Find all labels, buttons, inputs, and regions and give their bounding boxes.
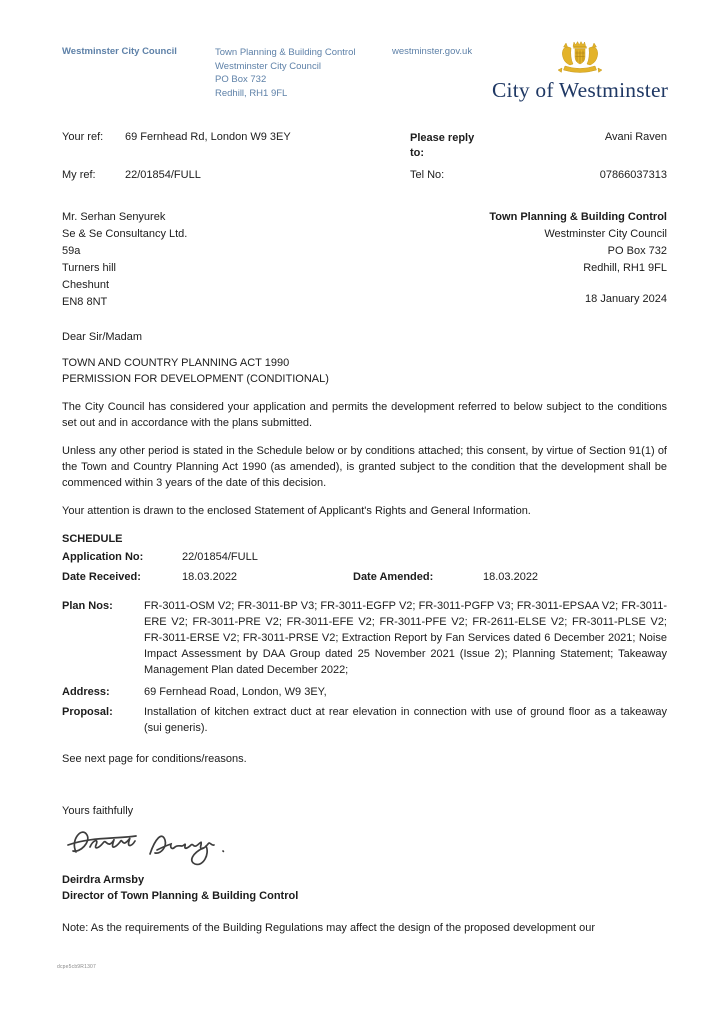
subject-line2: PERMISSION FOR DEVELOPMENT (CONDITIONAL) <box>62 373 329 385</box>
tel-value: 07866037313 <box>599 169 667 181</box>
date-received-value: 18.03.2022 <box>182 571 238 583</box>
recipient-line: Turners hill <box>62 262 116 274</box>
site-address-label: Address: <box>62 686 110 698</box>
subject-line1: TOWN AND COUNTRY PLANNING ACT 1990 <box>62 357 290 369</box>
letter-date: 18 January 2024 <box>585 293 667 305</box>
paragraph-decision: The City Council has considered your application and permits the development referred to below subject to the conditions set out and in accordance with the plans submitted. <box>62 401 667 429</box>
recipient-line: Se & Se Consultancy Ltd. <box>62 228 188 240</box>
salutation: Dear Sir/Madam <box>62 331 143 343</box>
council-logo <box>492 35 667 103</box>
website-text: westminster.gov.uk <box>392 46 473 57</box>
proposal-label: Proposal: <box>62 706 113 718</box>
next-page-note: See next page for conditions/reasons. <box>62 753 247 765</box>
sender-line: Redhill, RH1 9FL <box>583 262 667 274</box>
date-amended-label: Date Amended: <box>353 571 434 583</box>
signatory-title: Director of Town Planning & Building Control <box>62 890 299 902</box>
proposal-value: Installation of kitchen extract duct at rear elevation in connection with use of ground floor as a takeaway (sui generis). <box>144 706 667 734</box>
proposal-row <box>62 704 667 736</box>
your-ref-value: 69 Fernhead Rd, London W9 3EY <box>125 131 291 143</box>
date-amended-value: 18.03.2022 <box>483 571 539 583</box>
my-ref-label: My ref: <box>62 169 96 181</box>
recipient-line: Cheshunt <box>62 279 110 291</box>
reply-to-label: Please reply to: <box>410 132 475 159</box>
address-row <box>62 684 667 700</box>
recipient-line: EN8 8NT <box>62 296 108 308</box>
dept-line: Westminster City Council <box>215 60 321 72</box>
sender-line: PO Box 732 <box>607 245 667 257</box>
dept-line: Town Planning & Building Control <box>215 47 356 58</box>
application-row <box>62 549 667 565</box>
my-ref-value: 22/01854/FULL <box>125 169 201 181</box>
footer-reference-code: dcpe5cb9R1307 <box>57 964 97 970</box>
logo-text: City of Westminster <box>492 78 669 102</box>
paragraph-conditions: Unless any other period is stated in the Schedule below or by conditions attached; this consent, by virtue of Section 91(1) of the Town and Country Planning Act 1990 (as amended), is granted subject to the condition that the development shall be commenced within 3 years of the date of this decision. <box>62 445 667 489</box>
regulations-note: Note: As the requirements of the Building Regulations may affect the design of the proposed development our <box>62 922 596 934</box>
schedule-heading: SCHEDULE <box>62 533 123 545</box>
sender-address <box>407 209 667 311</box>
sender-line: Westminster City Council <box>544 228 667 240</box>
signatory-name: Deirdra Armsby <box>62 874 145 886</box>
date-received-label: Date Received: <box>62 571 141 583</box>
dept-line: Redhill, RH1 9FL <box>215 87 288 99</box>
application-label: Application No: <box>62 551 144 563</box>
westminster-crest-icon <box>549 35 611 77</box>
your-ref-label: Your ref: <box>62 131 104 143</box>
subject-heading <box>62 355 667 387</box>
dates-row <box>62 569 667 585</box>
signature-block <box>62 820 667 872</box>
dept-line: PO Box 732 <box>215 74 267 85</box>
application-value: 22/01854/FULL <box>182 551 258 563</box>
site-address-value: 69 Fernhead Road, London, W9 3EY, <box>144 686 327 698</box>
tel-label: Tel No: <box>410 169 445 181</box>
signature-icon <box>62 820 232 872</box>
plan-nos-value: FR-3011-OSM V2; FR-3011-BP V3; FR-3011-EGFP V2; FR-3011-PGFP V3; FR-3011-EPSAA V2; FR-3011-ERE V2; FR-3011-PRE V2; FR-3011-EFE V2; FR-3011-PFE V2; FR-2611-ELSE V2; FR-3011-PLSE V2; FR-3011-ERSE V2; FR-3011-PRSE V2; Extraction Report by Fan Services dated 6 December 2021; Noise Impact Assessment by DAA Group dated 25 November 2021 (Issue 2); Planning Statement; Takeaway Management Plan dated December 2022; <box>144 600 667 676</box>
recipient-line: Mr. Serhan Senyurek <box>62 211 166 223</box>
plan-nos-label: Plan Nos: <box>62 600 113 612</box>
council-name: Westminster City Council <box>62 46 177 57</box>
department-address <box>215 42 392 100</box>
address-section <box>62 209 667 311</box>
reply-to-value: Avani Raven <box>604 131 667 143</box>
recipient-address <box>62 209 407 311</box>
reference-block <box>62 131 667 181</box>
letterhead <box>62 42 667 103</box>
sender-dept: Town Planning & Building Control <box>489 211 667 223</box>
valediction: Yours faithfully <box>62 805 134 817</box>
paragraph-rights: Your attention is drawn to the enclosed Statement of Applicant's Rights and General Information. <box>62 505 531 517</box>
plan-nos-row <box>62 598 667 678</box>
recipient-line: 59a <box>62 245 81 257</box>
